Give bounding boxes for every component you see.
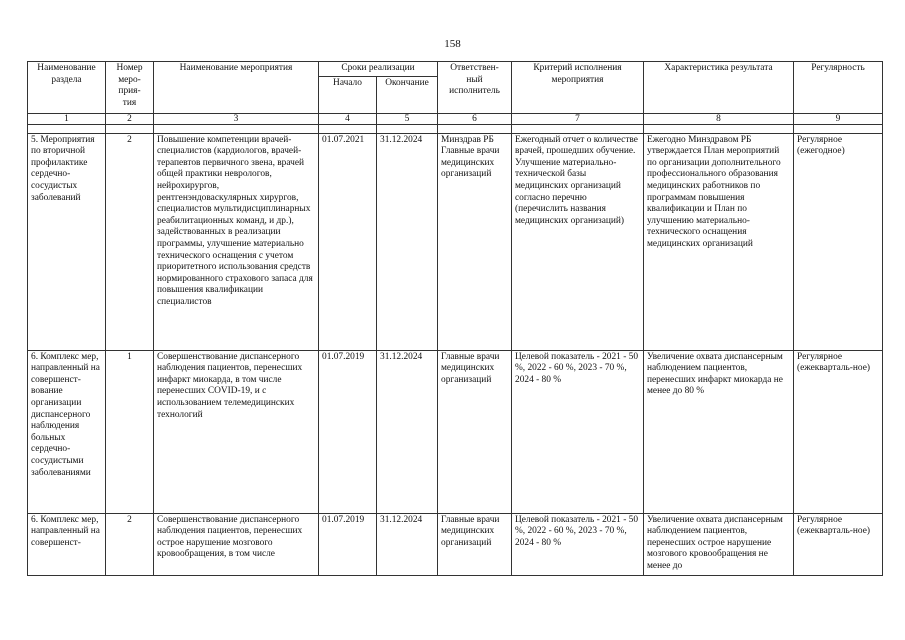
header-terms: Сроки реализации: [319, 62, 438, 77]
row-start: 01.07.2019: [319, 513, 377, 575]
row-criterion: Целевой показатель - 2021 - 50 %, 2022 - 60 %, 2023 - 70 %, 2024 - 80 %: [512, 350, 644, 513]
header-result: Характеристика результата: [644, 62, 794, 114]
header-end: Окончание: [377, 76, 438, 113]
row-regularity: Регулярное (ежегодное): [794, 133, 883, 350]
table-row: [28, 513, 883, 575]
row-executor: Главные врачи медицинских организаций: [438, 513, 512, 575]
header-regularity: Регулярность: [794, 62, 883, 114]
row-number: 2: [106, 133, 154, 350]
row-result: Ежегодно Минздравом РБ утверждается План мероприятий по организации дополнительного профессионального образования медицинских работников по программам повышения квалификации и План по улучшению материально-технического оснащения медицинских организаций: [644, 133, 794, 350]
table-row: [28, 350, 883, 513]
row-end: 31.12.2024: [377, 513, 438, 575]
row-end: 31.12.2024: [377, 133, 438, 350]
header-start: Начало: [319, 76, 377, 113]
header-section: Наименование раздела: [28, 62, 106, 114]
row-activity: Совершенствование диспансерного наблюдения пациентов, перенесших инфаркт миокарда, в том числе перенесших COVID-19, и с использованием телемедицинских технологий: [154, 350, 319, 513]
header-executor: Ответствен- ный исполнитель: [438, 62, 512, 114]
row-result: Увеличение охвата диспансерным наблюдением пациентов, перенесших острое нарушение мозгового кровообращения не менее до: [644, 513, 794, 575]
row-criterion: Целевой показатель - 2021 - 50 %, 2022 - 60 %, 2023 - 70 %, 2024 - 80 %: [512, 513, 644, 575]
column-number: 7: [512, 113, 644, 124]
column-number: 6: [438, 113, 512, 124]
header-criterion: Критерий исполнения мероприятия: [512, 62, 644, 114]
column-number: 2: [106, 113, 154, 124]
row-section: 6. Комплекс мер, направленный на совершенст-: [28, 513, 106, 575]
table-row: [28, 133, 883, 350]
row-number: 1: [106, 350, 154, 513]
row-criterion: Ежегодный отчет о количестве врачей, прошедших обучение. Улучшение материально-технической базы медицинских организаций согласно перечню (перечислить названия медицинских организаций): [512, 133, 644, 350]
row-start: 01.07.2021: [319, 133, 377, 350]
row-section: 5. Мероприятия по вторичной профилактике сердечно-сосудистых заболеваний: [28, 133, 106, 350]
header-number: Номер меро- прия- тия: [106, 62, 154, 114]
row-section: 6. Комплекс мер, направленный на совершенст-вование организации диспансерного наблюдения больных сердечно-сосудистыми заболеваниями: [28, 350, 106, 513]
row-end: 31.12.2024: [377, 350, 438, 513]
row-start: 01.07.2019: [319, 350, 377, 513]
activities-table: [27, 61, 883, 576]
row-result: Увеличение охвата диспансерным наблюдением пациентов, перенесших инфаркт миокарда не менее до 80 %: [644, 350, 794, 513]
row-executor: Минздрав РБ Главные врачи медицинских организаций: [438, 133, 512, 350]
row-regularity: Регулярное (ежекварталь-ное): [794, 513, 883, 575]
row-activity: Совершенствование диспансерного наблюдения пациентов, перенесших острое нарушение мозгового кровообращения, в том числе: [154, 513, 319, 575]
header-activity: Наименование мероприятия: [154, 62, 319, 114]
column-number: 1: [28, 113, 106, 124]
row-regularity: Регулярное (ежекварталь-ное): [794, 350, 883, 513]
row-number: 2: [106, 513, 154, 575]
column-number: 9: [794, 113, 883, 124]
header-row: [28, 62, 883, 77]
column-number-row: [28, 113, 883, 124]
row-executor: Главные врачи медицинских организаций: [438, 350, 512, 513]
row-activity: Повышение компетенции врачей-специалистов (кардиологов, врачей-терапевтов первичного звена, врачей общей практики неврологов, нейрохирургов, рентгенэндоваскулярных хирургов, специалистов мультидисциплинарных реабилитационных команд, и др.), задействованных в реализации программы, улучшение материально технического оснащения с учетом приоритетного использования средств нормированного страхового запаса для повышения квалификации специалистов: [154, 133, 319, 350]
column-number: 3: [154, 113, 319, 124]
column-number: 8: [644, 113, 794, 124]
column-number: 5: [377, 113, 438, 124]
column-number: 4: [319, 113, 377, 124]
page-number: 158: [444, 38, 461, 50]
spacer-row: [28, 124, 883, 133]
